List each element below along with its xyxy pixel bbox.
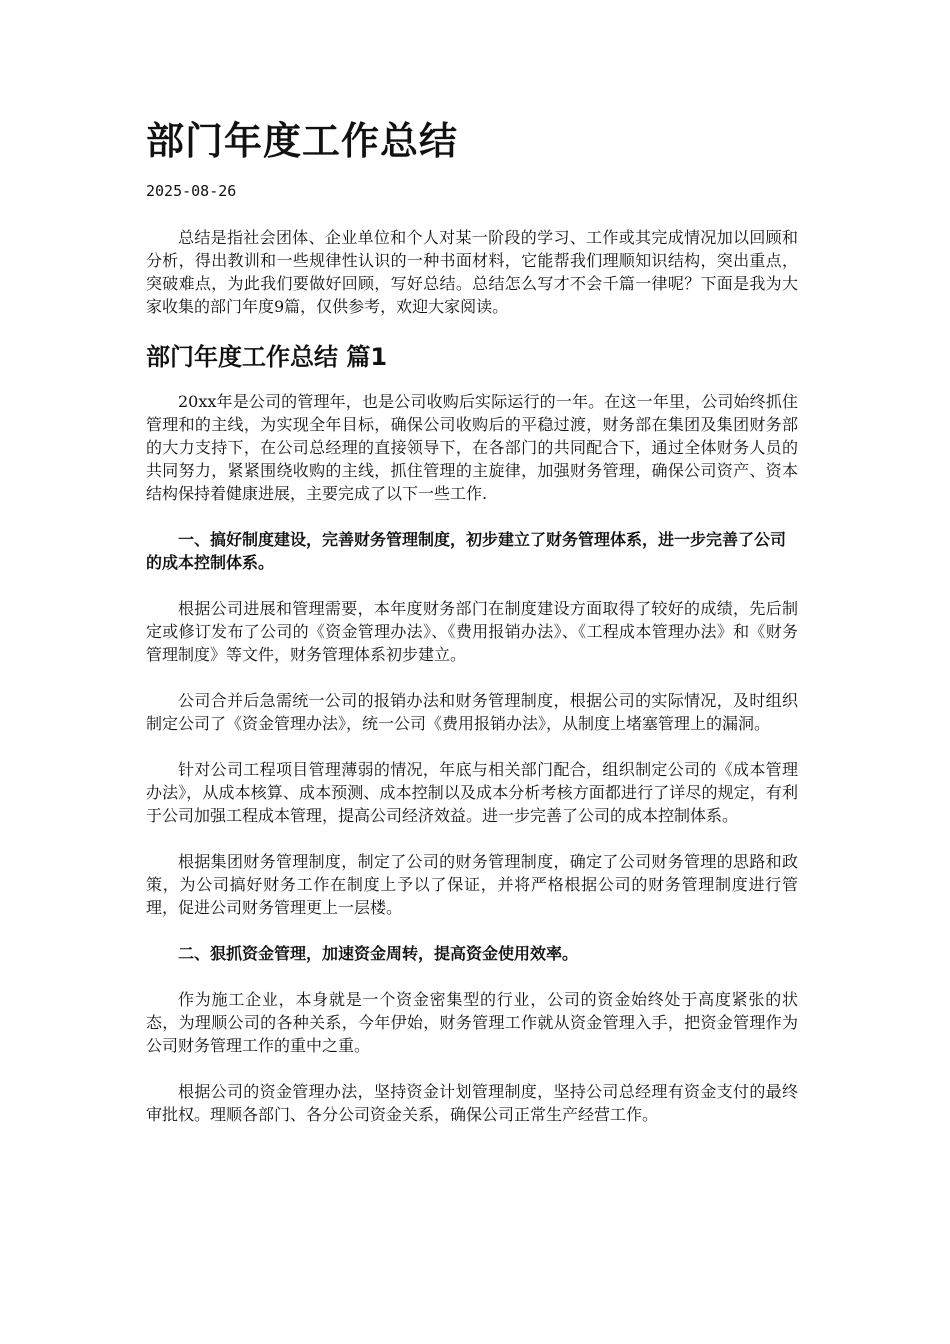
paragraph-1a: 根据公司进展和管理需要，本年度财务部门在制度建设方面取得了较好的成绩，先后制定或修订发布了公司的《资金管理办法》、《费用报销办法》、《工程成本管理办法》和《财务管理制度》等文件，财务管理体系初步建立。 — [146, 599, 798, 664]
document-date: 2025-08-26 — [146, 182, 237, 200]
subheading-2: 二、狠抓资金管理，加速资金周转，提高资金使用效率。 — [178, 944, 579, 963]
document-page — [146, 112, 798, 1126]
intro-paragraph: 总结是指社会团体、企业单位和个人对某一阶段的学习、工作或其完成情况加以回顾和分析，得出教训和一些规律性认识的一种书面材料，它能帮我们理顺知识结构，突出重点，突破难点，为此我们要做好回顾，写好总结。总结怎么写才不会千篇一律呢？下面是我为大家收集的部门年度9篇，仅供参考，欢迎大家阅读。 — [146, 228, 798, 316]
paragraph-2b: 根据公司的资金管理办法，坚持资金计划管理制度，坚持公司总经理有资金支付的最终审批权。理顺各部门、各分公司资金关系，确保公司正常生产经营工作。 — [146, 1082, 798, 1124]
document-title: 部门年度工作总结 — [146, 119, 459, 163]
paragraph-1b: 公司合并后急需统一公司的报销办法和财务管理制度，根据公司的实际情况，及时组织制定公司了《资金管理办法》，统一公司《费用报销办法》，从制度上堵塞管理上的漏洞。 — [146, 691, 798, 733]
paragraph-1d: 根据集团财务管理制度，制定了公司的财务管理制度，确定了公司财务管理的思路和政策，为公司搞好财务工作在制度上予以了保证，并将严格根据公司的财务管理制度进行管理，促进公司财务管理更上一层楼。 — [146, 852, 798, 917]
section-title: 部门年度工作总结 篇1 — [146, 343, 388, 371]
overview-paragraph: 20xx年是公司的管理年，也是公司收购后实际运行的一年。在这一年里，公司始终抓住管理和的主线，为实现全年目标，确保公司收购后的平稳过渡，财务部在集团及集团财务部的大力支持下，在公司总经理的直接领导下，在各部门的共同配合下，通过全体财务人员的共同努力，紧紧围绕收购的主线，抓住管理的主旋律，加强财务管理，确保公司资产、资本结构保持着健康进展，主要完成了以下一些工作. — [146, 392, 798, 503]
paragraph-1c: 针对公司工程项目管理薄弱的情况，年底与相关部门配合，组织制定公司的《成本管理办法》，从成本核算、成本预测、成本控制以及成本分析考核方面都进行了详尽的规定，有利于公司加强工程成本管理，提高公司经济效益。进一步完善了公司的成本控制体系。 — [146, 760, 798, 825]
paragraph-2a: 作为施工企业，本身就是一个资金密集型的行业，公司的资金始终处于高度紧张的状态，为理顺公司的各种关系，今年伊始，财务管理工作就从资金管理入手，把资金管理作为公司财务管理工作的重中之重。 — [146, 990, 798, 1055]
subheading-1: 一、搞好制度建设，完善财务管理制度，初步建立了财务管理体系，进一步完善了公司的成本控制体系。 — [146, 530, 787, 572]
